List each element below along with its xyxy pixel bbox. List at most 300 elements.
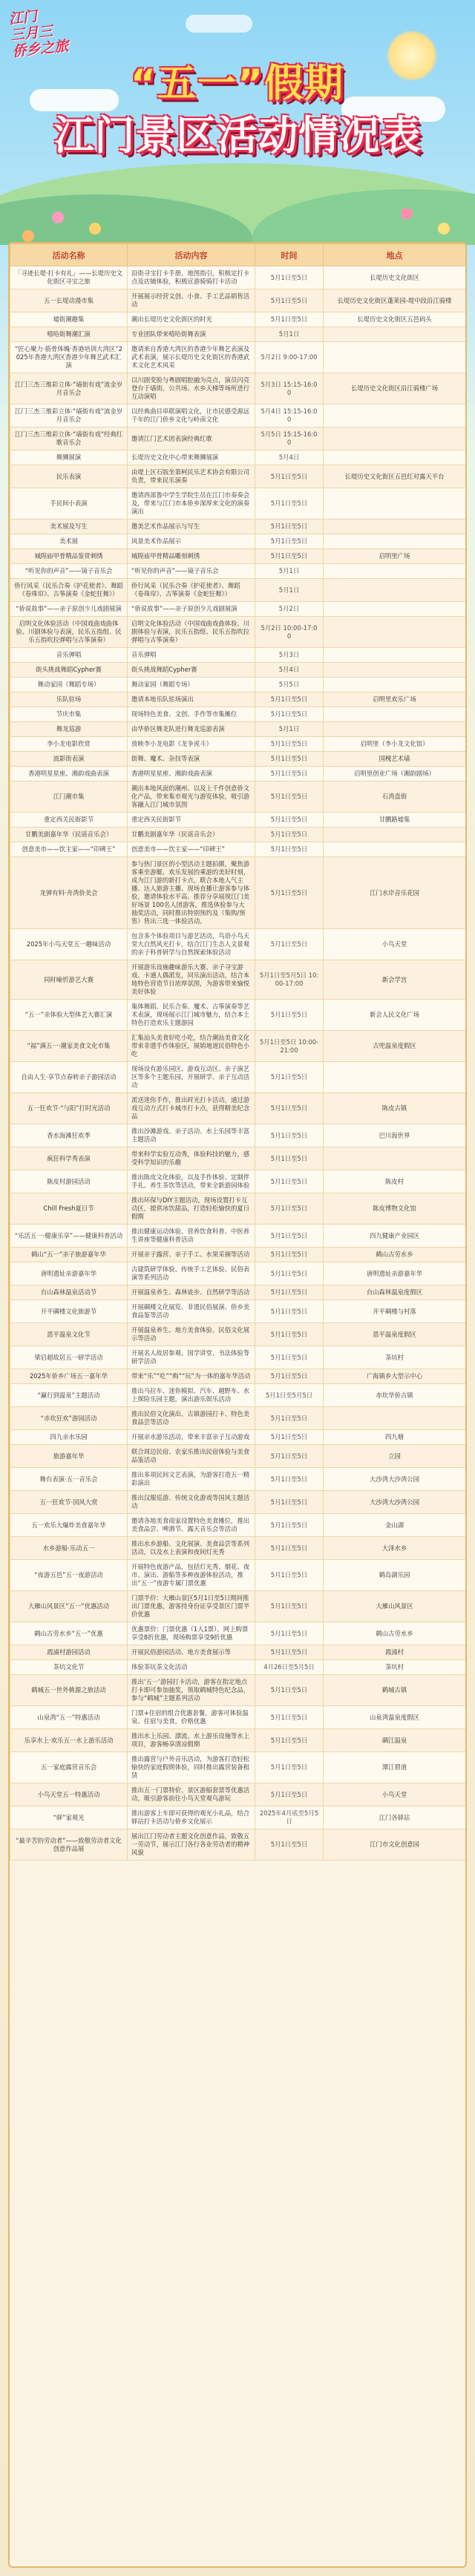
hero-banner [0,0,475,245]
cell-time: 5月1日至5日 [255,266,324,289]
cell-activity-name: 茶坑文化节 [10,1660,128,1675]
table-row [10,1729,466,1752]
cell-activity-name: 五一欢乐大爆炸美食嘉年华 [10,1514,128,1537]
cell-activity-name: 大雁山风景区“五一”优惠活动 [10,1591,128,1622]
cell-activity-name: 台山森林温泉活动节 [10,1285,128,1300]
cell-activity-content: 体验茶坑茶文化活动 [128,1660,255,1675]
cell-activity-name: 李小龙电影欣赏 [10,737,128,752]
table-row [10,342,466,373]
cell-time: 5月1日至5日 [255,1147,324,1170]
cell-activity-name: 舞台表演·五一音乐会 [10,1468,128,1491]
cell-location: 长堤历史文化街区 [324,266,466,289]
cell-time: 5月1日至5日 [255,1093,324,1124]
table-row [10,678,466,692]
table-row [10,1752,466,1783]
cell-activity-content: 邀请本地乐队驻场演出 [128,692,255,707]
cell-location: 大沙湾大沙湾公园 [324,1491,466,1514]
cell-time: 5月1日至5日 [255,1752,324,1783]
cell-activity-name: 舞狮展演 [10,450,128,465]
cell-location: 江门水岸音乐花园 [324,857,466,929]
cell-activity-name: “赢行到温泉”主题活动 [10,1384,128,1407]
cell-time: 5月4日 15:15-16:00 [255,404,324,427]
logo-line: 三月三 [10,23,54,44]
page-title-line1: “五一”假期 [130,62,345,106]
table-row [10,1430,466,1445]
cell-activity-name: 水乡游船·乐动五一 [10,1537,128,1560]
cell-time: 5月1日至5日 [255,312,324,327]
cell-activity-name: 香水海滩狂欢季 [10,1124,128,1147]
table-row [10,692,466,707]
cell-location: 小鸟天堂 [324,1783,466,1806]
cell-time: 5月1日至5日 [255,1262,324,1285]
cell-time: 5月1日至5日 [255,1445,324,1468]
cell-location [324,663,466,678]
cell-location [324,1062,466,1093]
cell-time: 5月2日 9:00-17:00 [255,342,324,373]
cell-time: 5月1日至5日 [255,781,324,813]
cell-activity-content: 带来科学实验互动秀，体验科技的魅力，感受科学知识的乐趣 [128,1147,255,1170]
table-row [10,266,466,289]
table-row [10,1346,466,1369]
cell-activity-name: 江门三杰三维彩立体·“墙街有戏”流金岁月音乐会 [10,404,128,427]
table-row [10,707,466,722]
flower-icon [438,223,450,235]
cell-activity-name: 创意美市——饮主家——“印碑王” [10,842,128,857]
cell-activity-content: 音乐弹唱 [128,648,255,663]
cell-activity-name: 舞龙巡游 [10,722,128,737]
cell-location: 大雁山风景区 [324,1591,466,1622]
cell-activity-name: “乐活五一·健康乐享”——健康科普活动 [10,1225,128,1248]
cell-time: 5月1日至5日 [255,534,324,549]
cell-activity-content: 开展温泉养生、森林徒步、自然研学等活动 [128,1285,255,1300]
header-time: 时间 [255,244,324,266]
cell-time: 5月1日至5日 [255,1430,324,1445]
cell-activity-content: 参与热门景区的小型活动主题拍摄，聚焦游客乘坐游艇、欢乐发展的乘游的美好时刻，成为江门游的新打卡点。联合本地人气主播、达人旅游主播、现场直播让游客参与体验，邀请体验水平高、推荐分享展现江门美好场景 100名人团游客，推选体验参与大抽奖活动，同时推出特别预约及（集购/预售）售出三选一体验活动。 [128,857,255,929]
table-row [10,1300,466,1323]
cell-time: 5月1日至5日 [255,1225,324,1248]
cell-location: 广海镇乡大型示中心 [324,1369,466,1384]
table-row [10,488,466,520]
cell-activity-name: 乐享水上·欢乐五一水上游乐活动 [10,1729,128,1752]
cell-activity-content: 邀请来自香港大湾区的香港少年舞艺表演及武术表演，展示长堤历史文化街区的香港武术文化艺术风采 [128,342,255,373]
cell-location: 茶坑村 [324,1346,466,1369]
cell-location: 长堤历史文化街区五邑码头 [324,312,466,327]
table-row [10,1147,466,1170]
cell-activity-name: 龙弹有料·舟湾侨美会 [10,857,128,929]
cell-activity-name: 美术展及写生 [10,520,128,534]
cell-location [324,617,466,648]
cell-location: 大泽水乡 [324,1537,466,1560]
cell-time: 5月1日至5日 [255,1062,324,1093]
cell-activity-name: 同时喻忻游艺大赛 [10,960,128,1000]
cell-location [324,427,466,450]
cell-activity-content: 包含多个体验项目与游艺活动，鸟语小鸟天堂大自然风光打卡，结合江门生态人文景观的亲子科普研学与自然探索体验活动 [128,929,255,960]
table-row [10,663,466,678]
cell-activity-content: 门票半价：大雁山景区5月1日至5日期间推出门票优惠，游客持身份证享受景区门票半价优惠 [128,1591,255,1622]
cell-activity-content: 潮出本地风面的潮州、以及上千件创意侨文化产品，带来集市观光与游览体验，吸引游客融入江门城市氛围 [128,781,255,813]
cell-activity-name: 甘鹏美剧嘉年华（民谣音乐会） [10,827,128,842]
cell-activity-name: 节庆市集 [10,707,128,722]
cell-activity-content: 香港明星星座、湘韵戏曲表演 [128,767,255,781]
cell-activity-name: 城隍庙甲骨精品鉴赏刺绣 [10,549,128,564]
cell-time: 5月1日至5日 [255,1622,324,1645]
table-row [10,1537,466,1560]
cell-activity-content: 推出水上乐园、漂流、水上游乐设施等水上项目，游客畅享清凉假期 [128,1729,255,1752]
cell-activity-name: 江门潮市集 [10,781,128,813]
cell-activity-content: 侨行风采（民乐合奏《护花使者》、舞蹈《卷珠帘》、古筝演奏《金蛇狂舞》） [128,579,255,602]
cell-activity-name: 2025年侨乡广场五一嘉年华 [10,1369,128,1384]
table-row [10,960,466,1000]
cell-activity-content: 开展温泉养生、地方美食体验、民俗文化展示等活动 [128,1323,255,1346]
cell-activity-content: 邀请西部鲁中学生学院生员在江门市奏奏会及，带来与江门市本侨乡深厚来文化的演奏演出 [128,488,255,520]
cell-activity-content: 城隍庙甲骨精品雕刻刺绣 [128,549,255,564]
cell-location: 长堤历史文化街区五邑红对露天平台 [324,465,466,488]
flower-icon [401,208,413,220]
cell-time: 5月1日至5日 [255,1346,324,1369]
cell-location [324,722,466,737]
cell-activity-content: 专业团队带来嘻哈街舞表演 [128,327,255,342]
cell-activity-name: 五一狂欢节·“与阳”打时光活动 [10,1093,128,1124]
cell-time: 5月1日至5日 [255,465,324,488]
cell-activity-content: “侨说故事”——亲子原创少儿戏剧展演 [128,602,255,617]
cell-location: 鹤岛湖乐园 [324,1560,466,1591]
table-row [10,1468,466,1491]
cell-activity-content: 推出民俗文化演出、古镇游园打卡、特色美食品尝等活动 [128,1407,255,1430]
cell-activity-content: 门票+住宿的组合优惠套餐，游客可体验温泉、住宿与美食，价格优惠 [128,1706,255,1729]
cell-location: 启明里创业广场（湘韵剧场） [324,767,466,781]
table-row [10,1170,466,1193]
cell-location: 陈皮博物文化馆 [324,1193,466,1225]
cell-activity-content: 以川剧变脸与粤剧唱腔融为亮点，演员闪亮登台于墙街、公共场、水乡天梯等场所进行互动演唱 [128,373,255,404]
cell-location: 山泉湾温泉度假区 [324,1706,466,1729]
cell-activity-content: 汇集汕头美食好吃小吃，结合潮汕美食文化带来非遗手作体验区，展销地道民俗特色小吃 [128,1031,255,1062]
cell-activity-content: 现场设有游乐园区、游戏互动区、亲子演艺区等多个主题乐园，开展研学、亲子互动活动 [128,1062,255,1093]
table-row [10,1491,466,1514]
cell-activity-name: Chill Fresh夏日节 [10,1193,128,1225]
cell-location: 新会人民文化广场 [324,1000,466,1031]
cell-activity-content: 开展游乐设施趣味游乐大赛、亲子寻宝游戏、卡通人偶派发，同乐演出活动，结合本地特色营造节日浓厚氛围，为游客带来愉悦美好体验 [128,960,255,1000]
cell-activity-name: 恩平温泉文化节 [10,1323,128,1346]
cell-location: 陈皮村 [324,1170,466,1193]
table-row [10,1000,466,1031]
cell-location: 长堤历史文化街区沿江骑楼广场 [324,373,466,404]
cell-activity-name: “福”满五一·潮家美食文化市集 [10,1031,128,1062]
cell-location: 长堤历史文化街区蓬莱园-堤中段沿江骑楼 [324,289,466,312]
cell-location [324,648,466,663]
table-row [10,327,466,342]
table-row [10,1124,466,1147]
logo-line: 江门 [7,8,38,28]
cell-activity-name: 舞动家园（舞蹈专场） [10,678,128,692]
cell-activity-name: 小鸟天堂五一特惠活动 [10,1783,128,1806]
cell-time: 5月1日至5日 [255,488,324,520]
cell-activity-name: 音乐弹唱 [10,648,128,663]
cell-activity-content: 推出环保与DIY主题活动，现场设置打卡互动区，提供冰饮甜品，打造轻松愉快的夏日假期 [128,1193,255,1225]
table-row [10,564,466,579]
table-row [10,1285,466,1300]
cell-location: 霞浦村 [324,1645,466,1660]
table-row [10,465,466,488]
cell-location: 赤坎华侨古镇 [324,1384,466,1407]
cell-activity-content: 街舞、魔术、杂技等表演 [128,752,255,767]
cell-activity-content: 开展展示经营文创、小食、手工艺品销售活动 [128,289,255,312]
cell-location: 金山湖 [324,1514,466,1537]
cell-activity-name: 街头挑战舞蹈Cypher赛 [10,663,128,678]
cell-time: 5月3日 [255,648,324,663]
table-row [10,842,466,857]
cell-activity-content: 开展民俗游园活动、地方美食展示等 [128,1645,255,1660]
table-row [10,648,466,663]
cell-location: 甘鹏路墟集 [324,813,466,827]
cell-activity-name: 五一长堤动漫市集 [10,289,128,312]
table-row [10,1225,466,1248]
cell-activity-content: 现场特色美食、文创、手作等市集摊位 [128,707,255,722]
cell-time: 5月1日 [255,327,324,342]
table-row [10,1622,466,1645]
cell-time: 5月1日至5日 [255,1591,324,1622]
cell-location [324,450,466,465]
cell-activity-content: “听见你的声音”——镜子音乐会 [128,564,255,579]
cloud-decoration [186,15,252,33]
cell-activity-content: 优惠票价：门票优惠（1人1票），网上购票享受8折优惠，现场购票享受9折优惠 [128,1622,255,1645]
cell-activity-content: 街头挑战舞蹈Cypher赛 [128,663,255,678]
cell-activity-name: “五一”亲体验大型体艺大赛汇演 [10,1000,128,1031]
cell-activity-content: 带来“乐”“吃”“购”“玩”为一体的嘉年华活动 [128,1369,255,1384]
cell-location: 大沙湾大沙湾公园 [324,1468,466,1491]
cell-time: 5月5日 15:15-16:00 [255,427,324,450]
cell-activity-content: 长堤历史文化中心带来舞狮展演 [128,450,255,465]
cell-activity-content: 启明文化体验活动（中国戏曲戏曲体验、川剧体验与表演，民乐五指组、民乐五指吹拉弹唱与古筝演奏） [128,617,255,648]
cell-activity-content: 重定西关民街影节 [128,813,255,827]
cell-activity-name: “听见你的声音”——镜子音乐会 [10,564,128,579]
table-row [10,1675,466,1706]
table-row [10,312,466,327]
cell-activity-content: 联合周边民宿、农家乐推出民宿体验与美食品鉴活动 [128,1445,255,1468]
header-location: 地点 [324,244,466,266]
cell-location: 江门市文化创意园 [324,1829,466,1861]
cell-activity-content: 潮出长堤历史文化街区的时光 [128,312,255,327]
cell-activity-name: 启明文化体验活动（中国戏曲戏曲体验、川剧体验与表演，民乐五指组、民乐五指吹拉弹唱与古筝演奏） [10,617,128,648]
cell-location: 唐明遗址亲游嘉年华 [324,1262,466,1285]
cell-time: 5月1日至5日 [255,1124,324,1147]
page-title-line2: 江门景区活动情况表 [53,112,422,159]
cell-activity-name: 2025年小鸟天堂五一趣味活动 [10,929,128,960]
cell-time: 5月1日至5日 [255,929,324,960]
table-row [10,1062,466,1093]
cell-activity-name: 「寻迹长堤·打卡有礼」——长堤历史文化街区寻宝之旅 [10,266,128,289]
cell-activity-name: 江门三杰三维彩立体·“墙街有戏”经典红歌音乐会 [10,427,128,450]
cell-time: 5月2日 10:00-17:00 [255,617,324,648]
cell-activity-name: 陈皮村游园活动 [10,1170,128,1193]
cell-activity-content: 开展名人故居参观、国学讲堂、书法体验等研学活动 [128,1346,255,1369]
cell-activity-content: 邀请各地美食商家设置特色美食摊位，推出美食品尝、啤酒节、露天音乐会等活动 [128,1514,255,1537]
cell-time: 5月1日至5日 [255,1675,324,1706]
cell-location [324,404,466,427]
cell-activity-name: “驿”家观光 [10,1806,128,1829]
cell-time: 5月1日至5月5日 10:00-17:00 [255,960,324,1000]
table-row [10,1660,466,1675]
cell-location [324,564,466,579]
flower-icon [22,230,34,242]
cell-time: 5月1日至5日 [255,1783,324,1806]
cell-time: 5月1日至5日 [255,1170,324,1193]
cell-time: 5月1日至5日 [255,1285,324,1300]
cell-time: 5月1日至5日 [255,1323,324,1346]
cell-activity-content: 甘鹏美剧嘉年华（民谣音乐会） [128,827,255,842]
cell-activity-name: 墟街潮趣集 [10,312,128,327]
cell-location: 鹤山古劳水乡 [324,1248,466,1262]
table-row [10,427,466,450]
cell-location [324,842,466,857]
cell-activity-name: 自由人生·享节点春转亲子游园活动 [10,1062,128,1093]
cell-activity-name: 鹤山“五一”亲子旅游嘉年华 [10,1248,128,1262]
cell-location: 鹤城古镇 [324,1675,466,1706]
table-row [10,1806,466,1829]
cell-activity-name: 五一狂欢节·国风大赏 [10,1491,128,1514]
cell-time: 5月1日至5日 [255,842,324,857]
cell-activity-content: 放映李小龙电影《龙争虎斗》 [128,737,255,752]
cell-activity-name: 霞浦村游园活动 [10,1645,128,1660]
cell-activity-content: 推出‘五一’游园打卡活动，游客在指定地点打卡即可参加抽奖，领取鹤城特色纪念品，参与“鹤城”主题系列活动 [128,1675,255,1706]
cell-activity-content: 邀请江门艺术团表演经典红歌 [128,427,255,450]
cell-location [324,520,466,534]
cell-location: 开平碉楼与村落 [324,1300,466,1323]
cell-activity-name: 波影街表演 [10,752,128,767]
cell-activity-content: 舞动家园（舞蹈专场） [128,678,255,692]
cell-time: 5月1日至5日 [255,737,324,752]
cell-activity-content: 推出水乡游船、文化展演、美食品尝等系列活动，以及水上表演和夜间灯光秀 [128,1537,255,1560]
cell-time: 5月2日 [255,602,324,617]
cell-activity-content: 推出多项民间文艺表演，为游客打造五一精彩演出 [128,1468,255,1491]
table-row [10,617,466,648]
cell-location: 潭江碧道 [324,1752,466,1783]
cell-time: 5月5日 [255,678,324,692]
header-activity-content: 活动内容 [128,244,255,266]
cell-activity-content: 开展亲水游乐活动，带来丰富亲子互动游戏 [128,1430,255,1445]
flower-icon [89,223,101,235]
cell-location: 巴川海世界 [324,1124,466,1147]
flower-icon [52,212,64,223]
cell-activity-content: 以经典曲目串联演唱文化，让市民感受源远千年的江门侨乡文化与岭南文化 [128,404,255,427]
cell-activity-name: 香港明星星座、湘韵戏曲表演 [10,767,128,781]
table-row [10,1384,466,1407]
cell-activity-name: 五一家庭露营音乐会 [10,1752,128,1783]
cell-time: 5月1日至5日 10:00-21:00 [255,1031,324,1062]
cell-activity-content: 推出马拉车、迷你模拟、汽车、越野车、水上探险乐园主题，演出游乐娱乐活动 [128,1384,255,1407]
header-activity-name: 活动名称 [10,244,128,266]
table-header-row [10,244,466,266]
table-row [10,1560,466,1591]
cell-activity-content: 开展特色夜游产品，包括灯光秀、烟花、夜市、演出、游船等多种夜游体验活动，推出“五一”夜游专属门票优惠 [128,1560,255,1591]
table-row [10,1591,466,1622]
table-row [10,1445,466,1468]
activity-table [10,243,466,1861]
cell-time: 2025年4月底至5月5日 [255,1806,324,1829]
cell-activity-content: 推出健康运动体验、营养饮食科普、中医养生讲座等健康科普活动 [128,1225,255,1248]
cell-time: 5月1日至5月5日 [255,1384,324,1407]
cell-location [324,534,466,549]
cell-time: 5月1日 [255,564,324,579]
table-row [10,1783,466,1806]
cell-activity-name: “最辛苦的劳动者”——致敬劳动者文化创意作品展 [10,1829,128,1861]
table-row [10,857,466,929]
cell-time: 5月1日 [255,722,324,737]
cell-location: 鹤山古劳水乡 [324,1622,466,1645]
cell-activity-content: 风景美术作品展示 [128,534,255,549]
cell-location [324,579,466,602]
cell-activity-name: 开平碉楼文化旅游节 [10,1300,128,1323]
table-row [10,1645,466,1660]
cell-time: 5月1日至5日 [255,1829,324,1861]
cell-time: 5月1日 [255,579,324,602]
cell-activity-name: 梁启超故居五一研学活动 [10,1346,128,1369]
cell-location: 江门各驿站 [324,1806,466,1829]
cell-location [324,602,466,617]
cell-location: 立园 [324,1445,466,1468]
cell-time: 5月1日至5日 [255,1000,324,1031]
cell-time: 5月1日至5日 [255,752,324,767]
cell-time: 5月1日至5日 [255,1537,324,1560]
cell-activity-content: 推出沙滩游戏、亲子活动、水上乐园等丰富主题活动 [128,1124,255,1147]
cell-time: 5月4日 [255,450,324,465]
cell-location [324,327,466,342]
cell-activity-content: 展出江门劳动者主题文化创意作品，致敬五一劳动节，展示江门各行各业劳动者的精神风貌 [128,1829,255,1861]
cell-activity-name: 鹤山古劳水乡“五一”优惠 [10,1622,128,1645]
cell-time: 5月1日至5日 [255,707,324,722]
cell-activity-content: 推出游客上车即可获得的观光小礼品，结合驿站打卡活动与侨乡文化展示 [128,1806,255,1829]
activity-table-container [8,242,467,2568]
cell-activity-name: “赤坎狂欢”游园活动 [10,1407,128,1430]
cell-activity-content: 由华侨区舞龙队进行舞龙巡游表演 [128,722,255,737]
cell-activity-name: 疯狂科学秀表演 [10,1147,128,1170]
table-row [10,1248,466,1262]
cell-activity-content: 创意美市——饮主家——“印碑王” [128,842,255,857]
cell-time: 5月1日至5日 [255,827,324,842]
cell-location: 小鸟天堂 [324,929,466,960]
cell-time: 5月1日至5日 [255,1491,324,1514]
cell-activity-name: 乐队驻场 [10,692,128,707]
cell-activity-content: 推出汉服巡游、传统文化游戏等国风主题活动 [128,1491,255,1514]
table-row [10,767,466,781]
table-row [10,781,466,813]
cell-activity-content: 派送迷你手作，推出时光打卡活动，通过游戏互动方式打卡城市打卡点，获得精美纪念品 [128,1093,255,1124]
table-row [10,1829,466,1861]
cell-time: 5月3日 15:15-16:00 [255,373,324,404]
cell-time: 5月1日至5日 [255,1560,324,1591]
cell-activity-name: 重定西关民街影节 [10,813,128,827]
cell-time: 5月1日至5日 [255,1645,324,1660]
cell-location: 石湾盘街 [324,781,466,813]
cell-activity-name: 民乐表演 [10,465,128,488]
cell-time: 5月1日至5日 [255,1706,324,1729]
cell-time: 5月1日至5日 [255,692,324,707]
cell-activity-content: 开展亲子露营、亲子手工、水果采摘等活动 [128,1248,255,1262]
cell-activity-content: 推出五一门票特价、景区游船套票等优惠活动，吸引游客前往小鸟天堂观鸟游玩 [128,1783,255,1806]
cell-activity-content: 古建筑研学体验、传统手工艺体验、民俗表演等系列活动 [128,1262,255,1285]
cell-time: 5月1日至5日 [255,813,324,827]
cell-activity-content: 推出陈皮文化体验，以及手作体验、定制伴手礼、养生茶饮等活动，带来全新游园体验 [128,1170,255,1193]
cell-location: 四九塘 [324,1430,466,1445]
cell-activity-name: “夜游五邑”五一夜游活动 [10,1560,128,1591]
table-row [10,549,466,564]
cell-activity-content: 沿街寻宝打卡手册，地图指引，积极定打卡点及店铺体验，积极宣游骑骑打卡活动 [128,266,255,289]
table-row [10,373,466,404]
cell-location: 茶坑村 [324,1660,466,1675]
cell-time: 5月1日至5日 [255,767,324,781]
cell-activity-name: “侨说故事”——亲子原创少儿戏剧展演 [10,602,128,617]
cell-location: 恩平温泉度假区 [324,1323,466,1346]
cell-location: 陈皮古镇 [324,1093,466,1124]
